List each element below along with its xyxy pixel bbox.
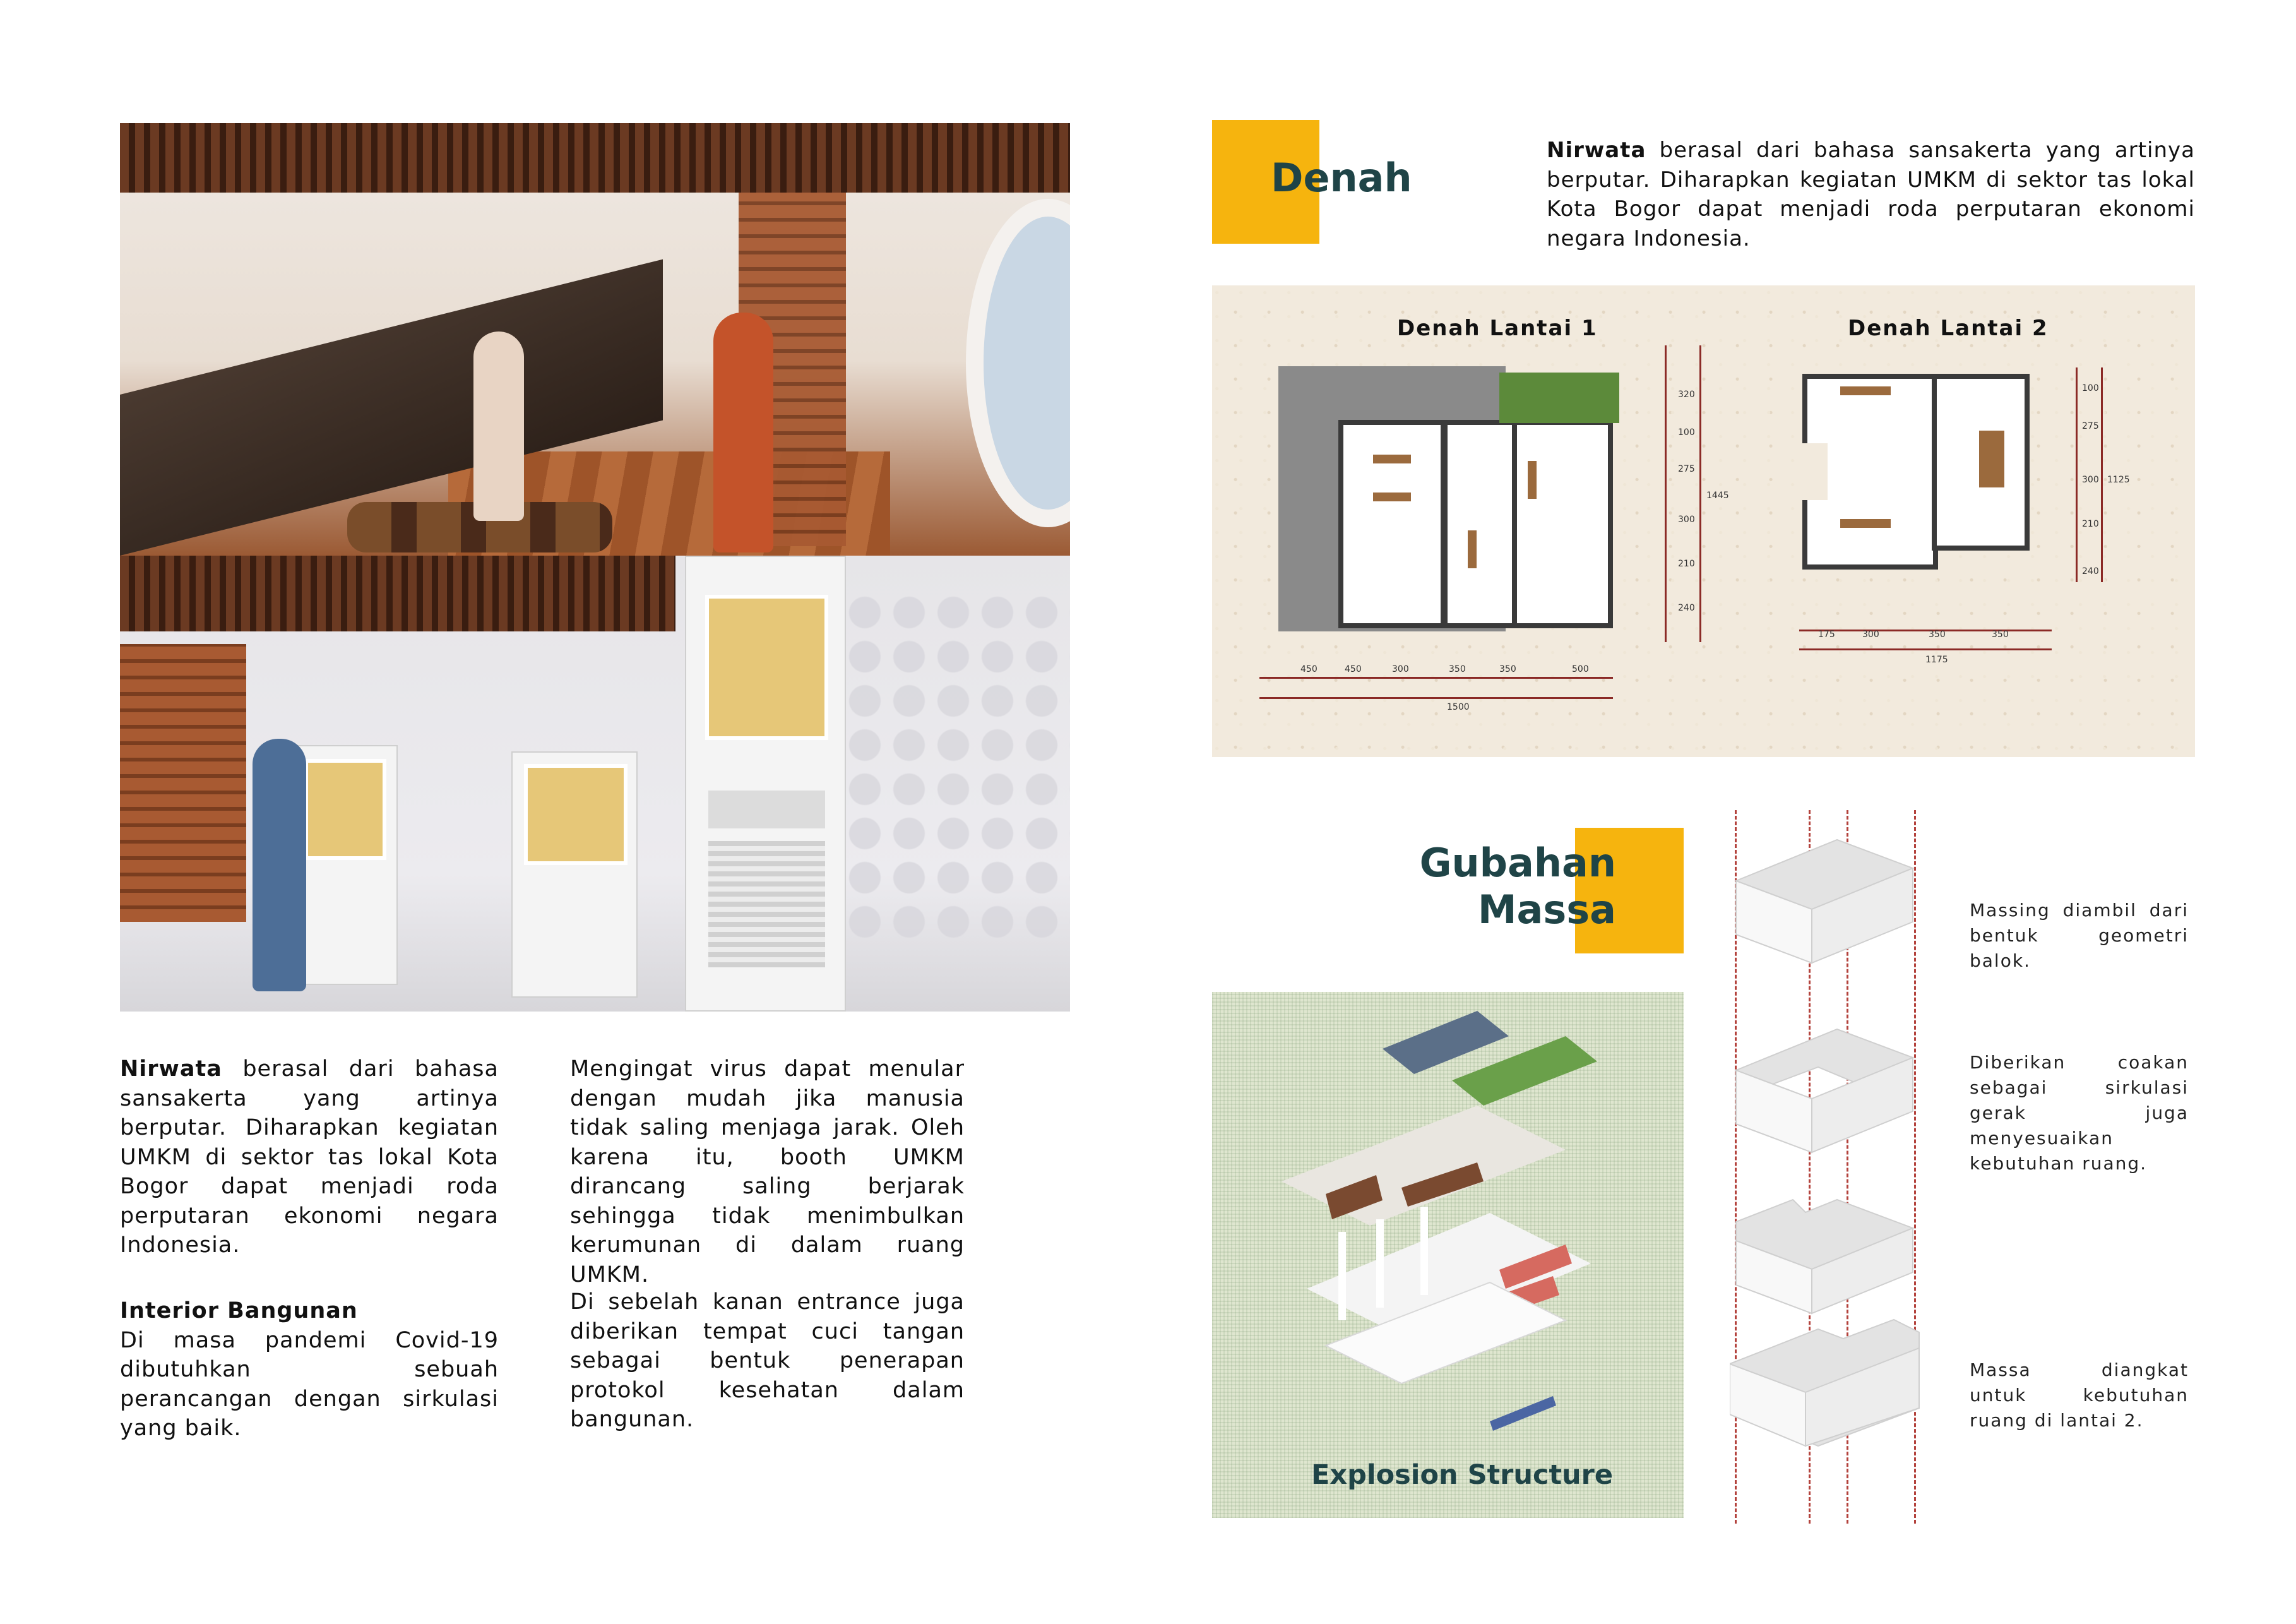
explosion-structure-panel: [1212, 992, 1684, 1518]
plan1-dim: 450: [1345, 664, 1362, 674]
plan2-dim: 275: [2082, 421, 2099, 431]
figure-shopper: [713, 313, 773, 552]
protocol-poster: [304, 759, 386, 860]
plan1-room: [1442, 420, 1518, 628]
plan1-room: [1338, 420, 1446, 628]
plan1-dim-line-right-total: [1699, 345, 1701, 642]
plan1-furniture: [1373, 493, 1411, 501]
floor-plans-panel: [1212, 285, 2195, 757]
interior-heading: Interior Bangunan: [120, 1298, 358, 1323]
round-window: [966, 199, 1070, 527]
handwash-paragraph: Di sebelah kanan entrance juga diberikan tempat cuci tangan sebagai bentuk penerapan protokol kesehatan dalam bangunan.: [570, 1289, 965, 1432]
plan2-dim-line-bottom: [1799, 630, 2052, 631]
plan1-garden: [1499, 373, 1619, 423]
gubahan-title: [1389, 840, 1616, 933]
column: [1376, 1219, 1384, 1308]
intro-text: berasal dari bahasa sansakerta yang artinya berputar. Diharapkan kegiatan UMKM di sektor tas lokal Kota Bogor dapat menjadi roda perputaran ekonomi negara Indonesia.: [120, 1056, 499, 1258]
plan2-dim: 300: [1862, 630, 1879, 640]
plan1-dim: 320: [1678, 390, 1695, 400]
plan2-dim-total: 1175: [1925, 655, 1948, 665]
plan2-dim: 240: [2082, 566, 2099, 576]
plan2-dim-line-right-total: [2101, 367, 2103, 582]
intro-paragraph: [120, 1054, 499, 1260]
plan2-drawing: [1802, 374, 2042, 576]
plan1-room: [1512, 420, 1613, 628]
handwash-booth: [290, 745, 398, 985]
plan1-dim-total: 1500: [1447, 702, 1470, 712]
handwash-booth: [685, 556, 846, 1012]
stair-element: [1490, 1396, 1556, 1431]
interior-render-shop: [120, 123, 1070, 556]
brick-screen-wall: [120, 644, 246, 922]
denah-intro: [1547, 136, 2195, 253]
plan2-dim: 350: [1929, 630, 1946, 640]
plan1-dim-total: 1445: [1706, 491, 1729, 501]
plan2-dim-line-right: [2076, 367, 2078, 582]
plan2-void: [1802, 443, 1828, 500]
plan1-dim: 350: [1449, 664, 1466, 674]
perforated-wall-pattern: [846, 594, 1070, 947]
plan2-dim: 100: [2082, 383, 2099, 393]
plan2-dim-total: 1125: [2107, 475, 2130, 485]
roof-frame: [1383, 1011, 1509, 1074]
plan2-label: Denah Lantai 2: [1848, 316, 2049, 341]
plan1-dim: 100: [1678, 427, 1695, 438]
plan1-furniture: [1528, 461, 1537, 499]
massing-step-3-text: Massa diangkat untuk kebutuhan ruang di lantai 2.: [1970, 1359, 2189, 1431]
plan1-furniture: [1468, 530, 1477, 568]
protocol-poster: [705, 595, 828, 740]
exploded-axonometric: [1212, 992, 1684, 1472]
plan2-dim: 350: [1992, 630, 2009, 640]
distancing-paragraph: Mengingat virus dapat menular dengan mudah jika manusia tidak saling menjaga jarak. Oleh karena itu, booth UMKM dirancang saling berjarak sehingga tidak menimbulkan kerumunan di dalam ruang UMKM.: [570, 1056, 965, 1287]
plan1-dim-line-total: [1259, 697, 1613, 699]
interior-render-handwash: [120, 556, 1070, 1012]
sink-basin: [708, 791, 825, 828]
interior-body: Di masa pandemi Covid-19 dibutuhkan sebuah perancangan dengan sirkulasi yang baik.: [120, 1327, 499, 1441]
figure-shopper: [473, 331, 524, 521]
plan2-dim: 210: [2082, 519, 2099, 529]
plan1-drawing: [1278, 366, 1632, 638]
massing-step-1-text: Massing diambil dari bentuk geometri balok.: [1970, 900, 2189, 971]
plan1-dim: 300: [1392, 664, 1409, 674]
exploded-layers: [1282, 1011, 1597, 1431]
handwash-booth: [511, 751, 638, 998]
plan1-furniture: [1373, 455, 1411, 463]
plan1-dim: 450: [1300, 664, 1318, 674]
brand-name: Nirwata: [120, 1056, 222, 1082]
plan1-dim-line-right: [1665, 345, 1667, 642]
denah-intro-text: berasal dari bahasa sansakerta yang artinya berputar. Diharapkan kegiatan UMKM di sektor tas lokal Kota Bogor dapat menjadi roda perputaran ekonomi negara Indonesia.: [1547, 138, 2195, 251]
massing-step-1: [1736, 840, 1913, 963]
column: [1338, 1232, 1346, 1320]
gubahan-title-line2: Massa: [1477, 887, 1616, 933]
plan1-dim: 300: [1678, 515, 1695, 525]
denah-title: Denah: [1271, 155, 1412, 201]
plan1-dim-line-bottom: [1259, 677, 1613, 679]
column: [1420, 1207, 1428, 1295]
massing-step-3: [1736, 1200, 1913, 1313]
plan2-furniture: [1979, 431, 2004, 487]
massing-diagrams: [1730, 833, 1932, 1465]
plan2-dim-line-total: [1799, 648, 2052, 650]
ceiling-slats: [120, 556, 675, 631]
protocol-poster: [524, 764, 628, 865]
plan1-dim: 275: [1678, 464, 1695, 474]
plan2-dim: 300: [2082, 475, 2099, 485]
explosion-caption: Explosion Structure: [1311, 1459, 1613, 1491]
plan1-label: Denah Lantai 1: [1397, 316, 1598, 341]
massing-step-2: [1736, 1029, 1913, 1152]
plan2-furniture: [1840, 386, 1891, 395]
ceiling-slats: [120, 123, 1070, 193]
plan1-dim: 350: [1499, 664, 1516, 674]
plan2-furniture: [1840, 519, 1891, 528]
booth-cabinet: [708, 841, 825, 967]
plan1-dim: 240: [1678, 603, 1695, 613]
brand-name: Nirwata: [1547, 138, 1646, 163]
massing-step-2-text: Diberikan coakan sebagai sirkulasi gerak juga menyesuaikan kebutuhan ruang.: [1970, 1052, 2189, 1174]
plan1-dim: 500: [1572, 664, 1589, 674]
massing-step-4: [1730, 1320, 1919, 1446]
plan1-dim: 210: [1678, 559, 1695, 569]
gubahan-title-line1: Gubahan: [1419, 840, 1616, 886]
interior-section: [120, 1296, 499, 1443]
plan2-dim: 175: [1818, 630, 1835, 640]
figure-visitor: [253, 739, 306, 991]
